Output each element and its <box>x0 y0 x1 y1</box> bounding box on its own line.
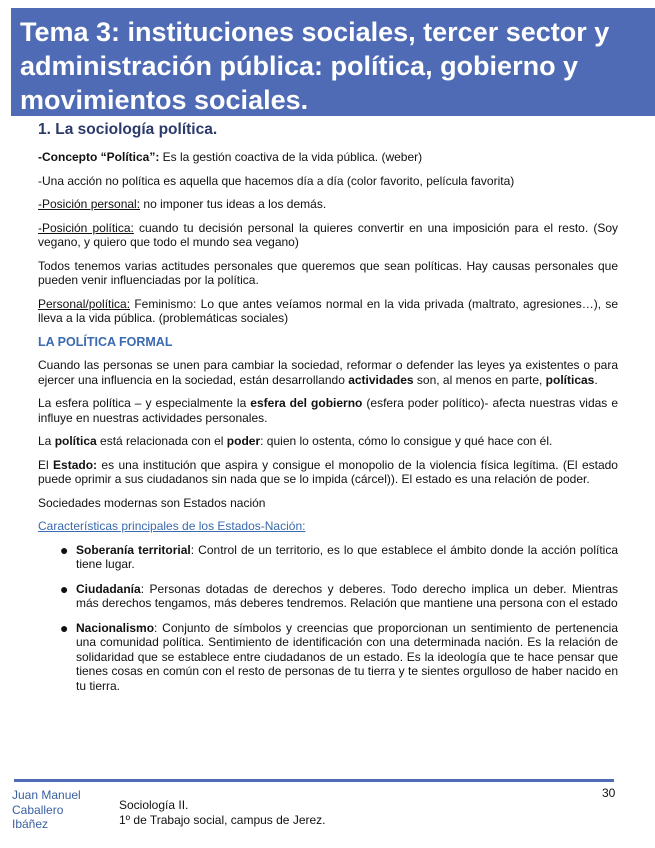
characteristics-list <box>38 543 618 694</box>
paragraph-posicion-politica: -Posición política: cuando tu decisión personal la quieres convertir en una imposición para el resto. (Soy vegano, y quiero que todo el mundo sea vegano) <box>38 220 618 249</box>
paragraph-estado: El Estado: es una institución que aspira y consigue el monopolio de la violencia física legítima. (El estado puede oprimir a sus ciudadanos sin nada que se lo impida (cárcel)). El estado es una relación de poder. <box>38 457 618 486</box>
course-name: Sociología II. <box>119 798 189 812</box>
footer-course <box>119 798 326 828</box>
footer-author: Juan Manuel Caballero Ibáñez <box>12 788 81 831</box>
subheading-politica-formal: LA POLÍTICA FORMAL <box>38 334 173 349</box>
estados-nacion-link[interactable]: Características principales de los Estados-Nación: <box>38 519 306 533</box>
concepto-label: -Concepto “Política”: <box>38 150 160 164</box>
course-detail: 1º de Trabajo social, campus de Jerez. <box>119 813 326 827</box>
section-title: 1. La sociología política. <box>38 121 218 138</box>
paragraph-poder: La política está relacionada con el poder: quien lo ostenta, cómo lo consigue y qué hace con él. <box>38 434 553 448</box>
footer-divider <box>14 779 614 782</box>
paragraph-estados-nacion: Sociedades modernas son Estados nación <box>38 495 266 510</box>
paragraph-actitudes: Todos tenemos varias actitudes personales que queremos que sean políticas. Hay causas personales que pueden venir influenciadas por la política. <box>38 258 618 287</box>
paragraph-esfera: La esfera política – y especialmente la esfera del gobierno (esfera poder político)- afecta nuestras vidas e influye en nuestras actividades personales. <box>38 396 619 425</box>
list-item: ● Soberanía territorial: Control de un territorio, es lo que establece el ámbito donde la acción política tiene lugar. <box>60 541 618 571</box>
page-number: 30 <box>602 786 616 800</box>
paragraph-accion-no-politica: -Una acción no política es aquella que hacemos día a día (color favorito, película favorita) <box>38 173 515 188</box>
bullet-icon: ● <box>60 541 69 558</box>
paragraph-actividades: Cuando las personas se unen para cambiar la sociedad, reformar o defender las leyes ya existentes o para ejercer una influencia en la sociedad, están desarrollando actividades son, al menos en parte, políticas. <box>38 358 618 387</box>
list-item: ● Ciudadanía: Personas dotadas de derechos y deberes. Todo derecho implica un deber. Mientras más derechos tengamos, más deberes tendremos. Relación que mantiene una persona con el estado <box>60 580 618 610</box>
document-body <box>38 150 618 703</box>
page-title: Tema 3: instituciones sociales, tercer sector y administración pública: política, gobierno y movimientos sociales. <box>20 17 610 115</box>
paragraph-personal-politica: Personal/política: Feminismo: Lo que antes veíamos normal en la vida privada (maltrato, agresiones…), se lleva a la vida pública. (problemáticas sociales) <box>38 296 618 325</box>
list-item: ● Nacionalismo: Conjunto de símbolos y creencias que proporcionan un sentimiento de pertenencia una comunidad política. Sentimiento de identificación con una determinada nación. Es la relación de solidaridad que se establece entre ciudadanos de un estado. Es la ideología que te hace pensar que tienes cosas en común con el resto de personas de tu tierra y te sientes orgulloso de haber nacido en tu tierra. <box>60 619 618 693</box>
paragraph-concepto: -Concepto “Política”: Es la gestión coactiva de la vida pública. (weber) <box>38 150 423 164</box>
bullet-icon: ● <box>60 580 69 597</box>
paragraph-posicion-personal: -Posición personal: no imponer tus ideas a los demás. <box>38 197 327 211</box>
bullet-icon: ● <box>60 619 69 636</box>
title-banner <box>11 8 655 116</box>
